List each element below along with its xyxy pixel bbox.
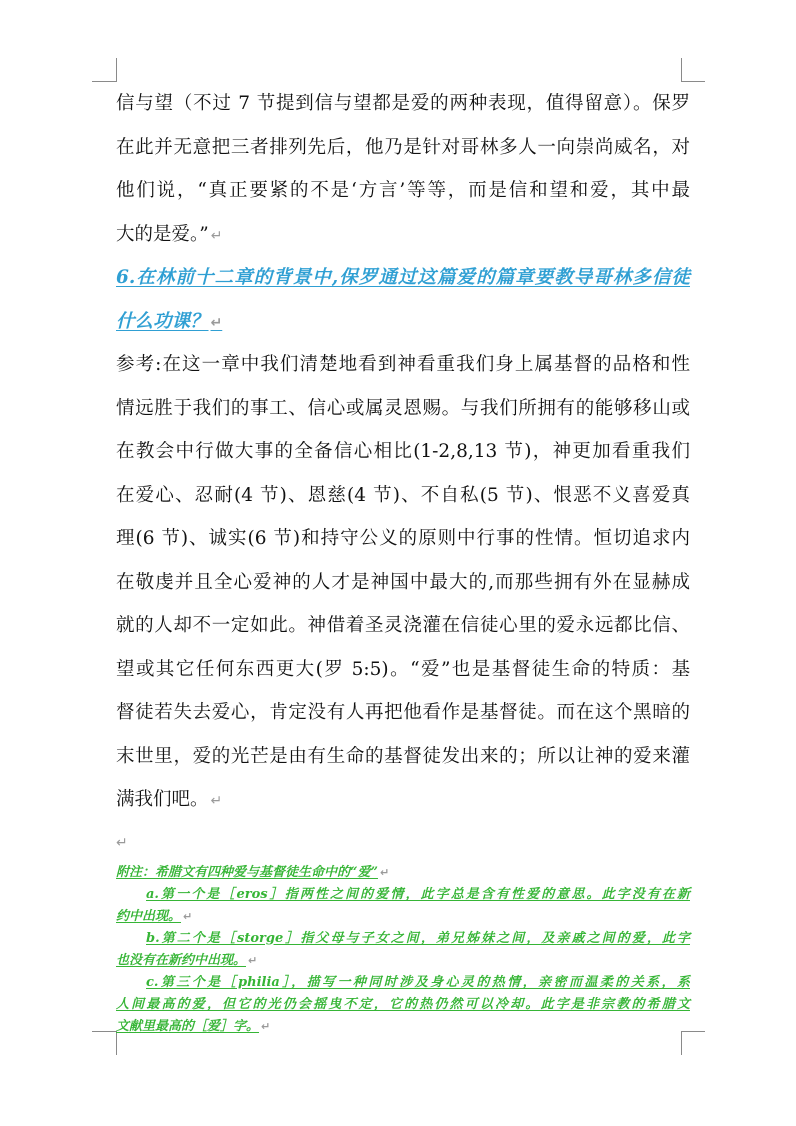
- paragraph-mark-icon: ↵: [379, 865, 390, 879]
- heading-span: 什么功课？: [116, 310, 209, 332]
- empty-paragraph: [116, 822, 690, 862]
- text-line: 他们说，“真正要紧的不是‘方言’等等，而是信和望和爱，其中最: [116, 180, 690, 201]
- document-body: [116, 82, 690, 1038]
- crop-mark-bottom-left-h: [92, 1031, 116, 1032]
- text-line: 在教会中行做大事的全备信心相比(1-2,8,13 节)，神更加看重我们: [116, 441, 690, 462]
- text-line: 在爱心、忍耐(4 节)、恩慈(4 节)、不自私(5 节)、恨恶不义喜爱真: [116, 484, 690, 506]
- text-line: 就的人却不一定如此。神借着圣灵浇灌在信徒心里的爱永远都比信、: [116, 615, 690, 636]
- note-b-text: 也没有在新约中出现。: [116, 952, 247, 968]
- paragraph-mark-icon: ↵: [183, 909, 193, 923]
- text-line: 信与望（不过 7 节提到信与望都是爱的两种表现，值得留意）。保罗: [116, 93, 690, 114]
- text-span: 大的是爱。”: [116, 223, 209, 245]
- paragraph-reference: [116, 343, 690, 822]
- question-heading: [116, 256, 690, 343]
- footnote-section: [116, 862, 690, 1038]
- paragraph-mark-icon: ↵: [210, 793, 223, 809]
- paragraph-mark-icon: ↵: [210, 227, 223, 244]
- heading-line-last: [116, 300, 690, 344]
- crop-mark-top-left-v: [116, 58, 117, 82]
- text-line-last: [116, 778, 690, 822]
- text-line: 情远胜于我们的事工、信心或属灵恩赐。与我们所拥有的能够移山或: [116, 397, 690, 419]
- text-line: 在此并无意把三者排列先后，他乃是针对哥林多人一向崇尚威名，对: [116, 136, 690, 158]
- paragraph-mark-icon: ↵: [261, 1019, 271, 1033]
- note-c-line: 人间最高的爱，但它的光仍会摇曳不定，它的热仍然可以冷却。此字是非宗教的希腊文: [116, 996, 690, 1012]
- text-line: 在敬虔并且全心爱神的人才是神国中最大的,而那些拥有外在显赫成: [116, 571, 690, 593]
- note-a-text: 约中出现。: [116, 908, 182, 924]
- note-title-text: 附注：希腊文有四种爱与基督徒生命中的“爱”: [116, 864, 378, 880]
- text-line: 督徒若失去爱心，肯定没有人再把他看作是基督徒。而在这个黑暗的: [116, 702, 690, 723]
- note-b-line-last: [116, 950, 690, 972]
- crop-mark-top-left-h: [92, 81, 116, 82]
- note-c-line: c.第三个是［philia］，描写一种同时涉及身心灵的热情，亲密而温柔的关系，系: [146, 974, 690, 990]
- paragraph-mark-icon: ↵: [248, 953, 258, 967]
- note-a-line-last: [116, 906, 690, 928]
- paragraph-mark-icon: ↵: [116, 834, 128, 851]
- heading-line: 6.在林前十二章的背景中,保罗通过这篇爱的篇章要教导哥林多信徒: [116, 267, 690, 288]
- note-c-line-last: [116, 1016, 690, 1038]
- paragraph-intro: [116, 82, 690, 256]
- paragraph-mark-icon: ↵: [210, 314, 223, 331]
- text-line: 末世里，爱的光芒是由有生命的基督徒发出来的；所以让神的爱来灌: [116, 745, 690, 767]
- text-line: 理(6 节)、诚实(6 节)和持守公义的原则中行事的性情。恒切追求内: [116, 528, 690, 549]
- note-a-line: a.第一个是［eros］指两性之间的爱情，此字总是含有性爱的意思。此字没有在新: [146, 886, 690, 902]
- text-line: 望或其它任何东西更大(罗 5:5)。“爱”也是基督徒生命的特质：基: [116, 658, 690, 680]
- note-b-line: b.第二个是［storge］指父母与子女之间，弟兄姊妹之间，及亲戚之间的爱，此字: [146, 930, 690, 946]
- text-span: 满我们吧。: [116, 789, 209, 810]
- crop-mark-top-right-v: [681, 58, 682, 82]
- note-title: [116, 862, 690, 884]
- text-line-last: [116, 213, 690, 257]
- note-c-text: 文献里最高的［爱］字。: [116, 1018, 260, 1034]
- text-line: 参考:在这一章中我们清楚地看到神看重我们身上属基督的品格和性: [116, 354, 690, 375]
